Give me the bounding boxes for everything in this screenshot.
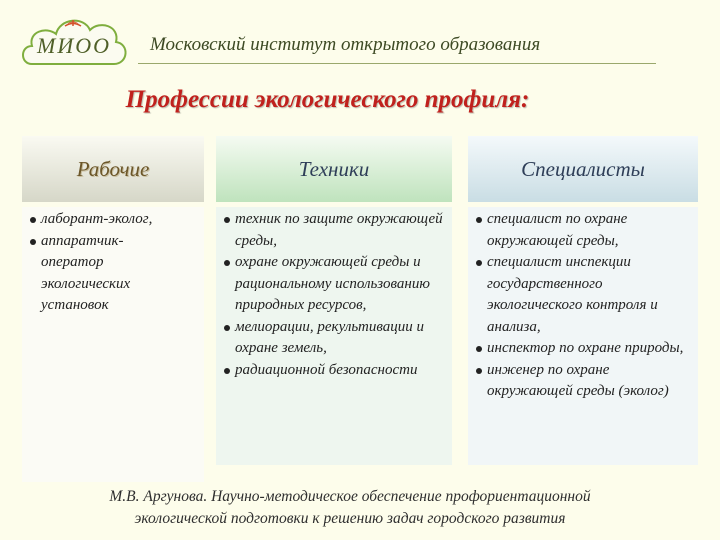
column-heading: Специалисты: [468, 136, 698, 202]
list-item: специалист инспекции государственного экологического контроля и анализа,: [474, 252, 692, 338]
list-item: инспектор по охране природы,: [474, 338, 692, 360]
footer-line: М.В. Аргунова. Научно-методическое обеспечение профориентационной: [109, 488, 591, 505]
column-technicians: [216, 136, 452, 465]
list-item: лаборант-эколог,: [28, 209, 198, 231]
column-body: [468, 207, 698, 465]
list-item: аппаратчик-оператор экологических установок: [28, 231, 159, 317]
footer-citation: [0, 486, 700, 530]
list-item: мелиорации, рекультивации и охране земель,: [222, 317, 446, 360]
footer-line: экологической подготовки к решению задач городского развития: [134, 510, 566, 527]
list-item: радиационной безопасности: [222, 360, 446, 382]
column-specialists: [468, 136, 698, 465]
logo-text: МИОО: [37, 33, 111, 58]
item-list: [222, 209, 446, 381]
column-heading: Техники: [216, 136, 452, 202]
list-item: специалист по охране окружающей среды,: [474, 209, 692, 252]
column-body: [216, 207, 452, 465]
page-title: Профессии экологического профиля:: [125, 86, 530, 113]
column-heading: Рабочие: [22, 136, 204, 202]
logo: [18, 8, 130, 68]
institute-name: Московский институт открытого образования: [150, 34, 541, 55]
list-item: инженер по охране окружающей среды (эколог): [474, 360, 692, 403]
column-workers: [22, 136, 204, 482]
list-item: охране окружающей среды и рациональному использованию природных ресурсов,: [222, 252, 446, 317]
item-list: [28, 209, 198, 317]
header-divider: [138, 63, 656, 64]
item-list: [474, 209, 692, 403]
column-body: [22, 207, 204, 482]
list-item: техник по защите окружающей среды,: [222, 209, 446, 252]
